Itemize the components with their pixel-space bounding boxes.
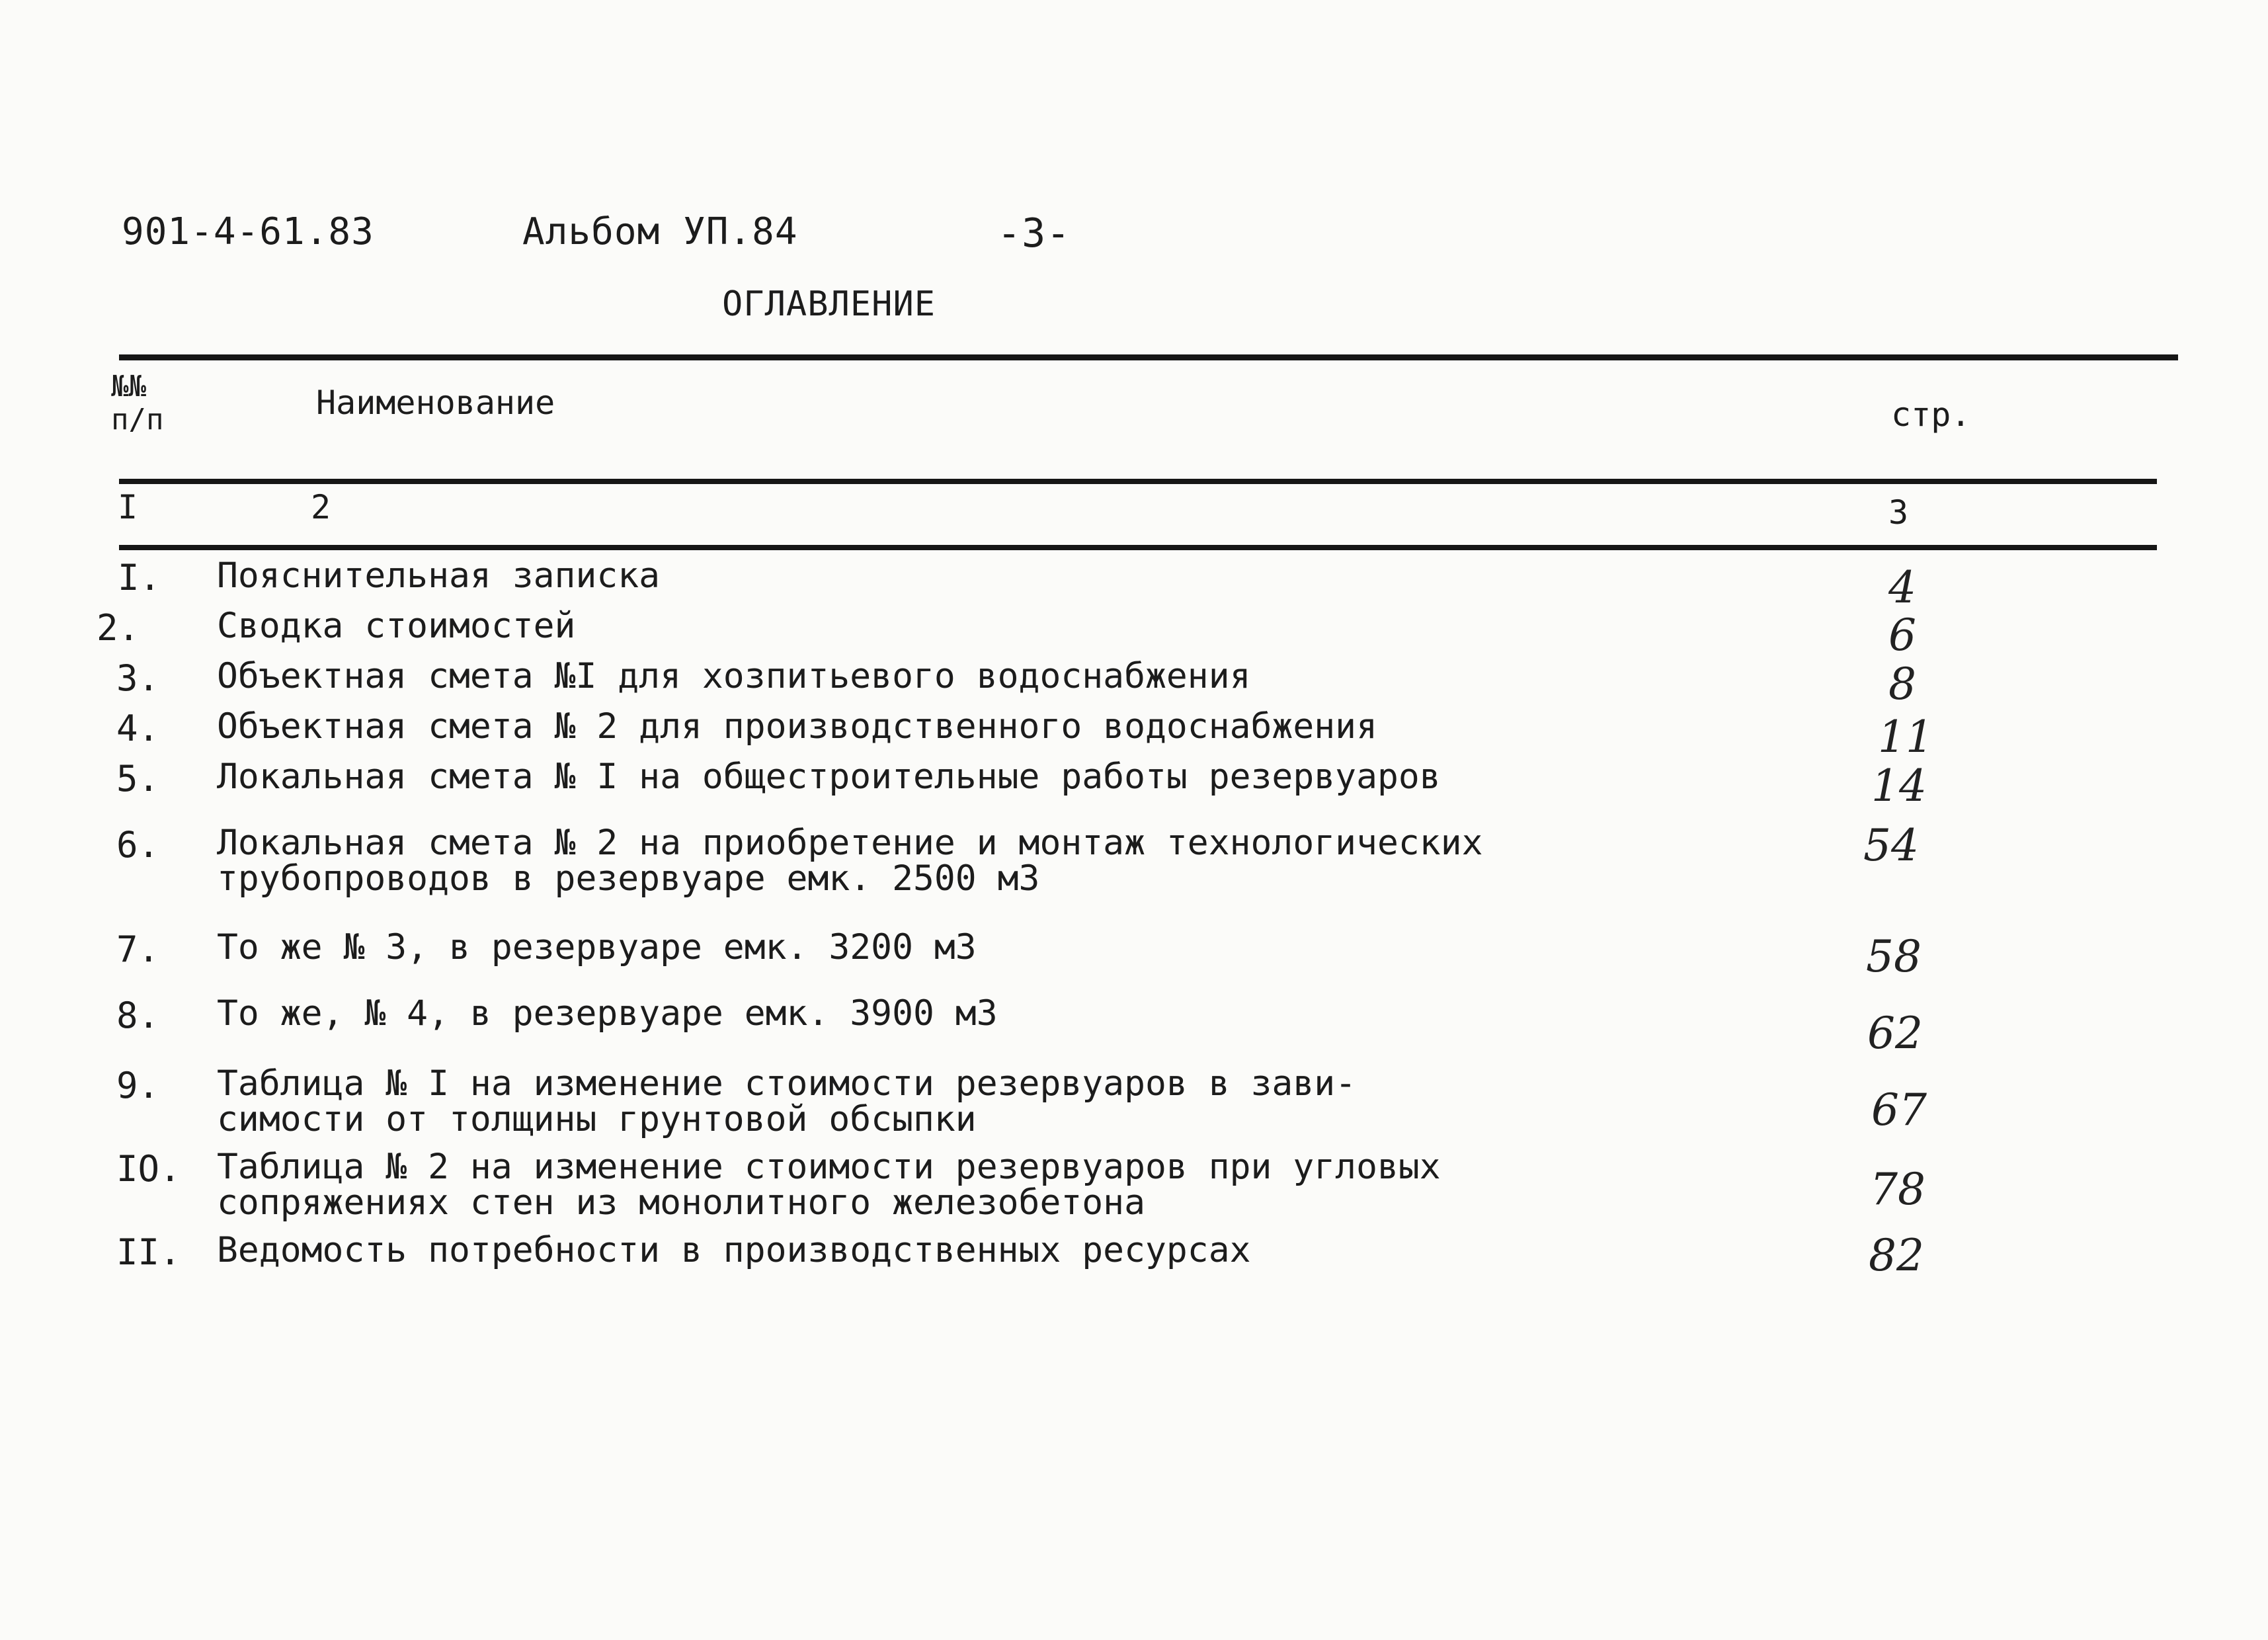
row-number: I. xyxy=(118,557,161,598)
column-number-1: I xyxy=(118,488,138,526)
row-page: 8 xyxy=(1888,659,1916,710)
row-page: 11 xyxy=(1878,712,1933,762)
row-number: 2. xyxy=(97,607,140,649)
page-title: ОГЛАВЛЕНИЕ xyxy=(722,284,936,324)
column-header-name: Наименование xyxy=(316,384,555,422)
row-title: Пояснительная записка xyxy=(217,555,661,596)
row-number: 9. xyxy=(116,1065,160,1106)
row-number: 3. xyxy=(116,657,160,699)
column-numbers-rule xyxy=(119,545,2157,550)
row-page: 6 xyxy=(1888,610,1916,661)
column-header-page: стр. xyxy=(1891,395,1971,434)
row-title: Таблица № 2 на изменение стоимости резервуаров при угловых сопряжениях стен из монолитного железобетона xyxy=(217,1147,1441,1223)
row-title: Таблица № I на изменение стоимости резервуаров в зави- симости от толщины грунтовой обсыпки xyxy=(217,1063,1357,1139)
row-number: 7. xyxy=(116,928,160,970)
row-number: II. xyxy=(116,1231,181,1273)
table-top-rule xyxy=(119,354,2178,360)
row-number: 8. xyxy=(116,995,160,1036)
row-title: То же, № 4, в резервуаре емк. 3900 м3 xyxy=(217,993,998,1034)
row-title: Сводка стоимостей xyxy=(217,606,576,646)
row-number: 4. xyxy=(116,708,160,749)
row-title: Ведомость потребности в производственных ресурсах xyxy=(217,1230,1251,1270)
row-page: 14 xyxy=(1871,760,1927,811)
row-page: 4 xyxy=(1888,562,1916,613)
document-code: 901-4-61.83 xyxy=(122,210,374,253)
album-number: Альбом УП.84 xyxy=(522,210,798,253)
row-page: 78 xyxy=(1870,1164,1925,1215)
row-number: IO. xyxy=(116,1148,181,1190)
column-number-3: 3 xyxy=(1888,493,1909,532)
row-title: Объектная смета №I для хозпитьевого водоснабжения xyxy=(217,656,1251,696)
row-number: 5. xyxy=(116,758,160,800)
row-page: 62 xyxy=(1867,1008,1923,1059)
page-number-marker: -3- xyxy=(997,210,1071,257)
row-page: 67 xyxy=(1871,1085,1927,1135)
header-bottom-rule xyxy=(119,479,2157,484)
row-title: Локальная смета № I на общестроительные работы резервуаров xyxy=(217,757,1441,797)
row-title: Объектная смета № 2 для производственного водоснабжения xyxy=(217,706,1377,747)
row-title: То же № 3, в резервуаре емк. 3200 м3 xyxy=(217,927,977,967)
row-number: 6. xyxy=(116,824,160,866)
column-number-2: 2 xyxy=(311,488,331,526)
row-title: Локальная смета № 2 на приобретение и монтаж технологических трубопроводов в резервуаре емк. 2500 м3 xyxy=(217,823,1483,899)
row-page: 54 xyxy=(1863,820,1919,871)
row-page: 82 xyxy=(1869,1230,1924,1281)
column-header-number: №№ п/п xyxy=(111,370,164,436)
row-page: 58 xyxy=(1866,931,1922,982)
